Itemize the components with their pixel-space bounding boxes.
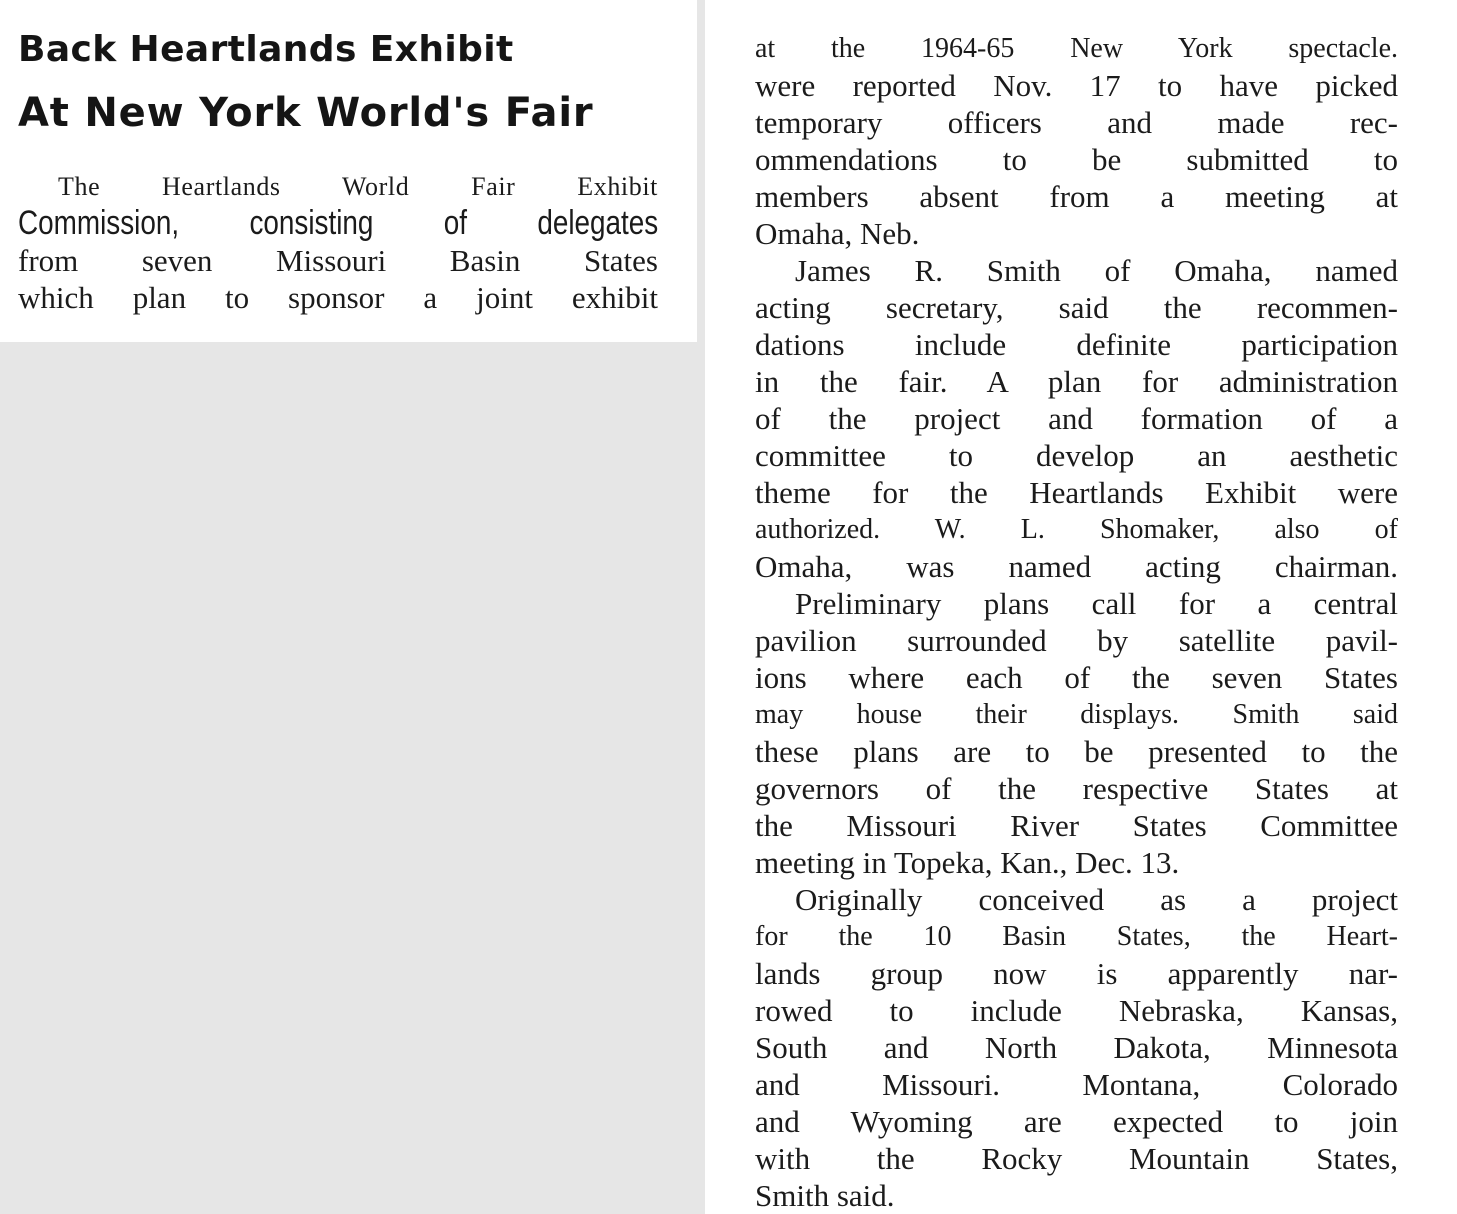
clipping-right-column xyxy=(705,0,1457,1214)
text-line: rowed to include Nebraska, Kansas, xyxy=(755,993,1398,1028)
text-line: the Missouri River States Committee xyxy=(755,808,1398,843)
text-line: committee to develop an aesthetic xyxy=(755,438,1398,473)
text-line: governors of the respective States at xyxy=(755,771,1398,806)
text-line: Smith said. xyxy=(755,1178,895,1213)
text-line: at the 1964-65 New York spectacle. xyxy=(755,33,1398,64)
text-line: in the fair. A plan for administration xyxy=(755,364,1398,399)
text-line: lands group now is apparently nar- xyxy=(755,956,1398,991)
headline xyxy=(18,28,678,140)
text-line: theme for the Heartlands Exhibit were xyxy=(755,475,1398,510)
text-line: and Missouri. Montana, Colorado xyxy=(755,1067,1398,1102)
text-line: with the Rocky Mountain States, xyxy=(755,1141,1398,1176)
text-line: The Heartlands World Fair Exhibit xyxy=(58,172,658,201)
text-line: ions where each of the seven States xyxy=(755,660,1398,695)
text-line: acting secretary, said the recommen- xyxy=(755,290,1398,325)
text-line: Omaha, Neb. xyxy=(755,216,920,251)
text-line: and Wyoming are expected to join xyxy=(755,1104,1398,1139)
text-line: pavilion surrounded by satellite pavil- xyxy=(755,623,1398,658)
text-line: were reported Nov. 17 to have picked xyxy=(755,68,1398,103)
headline-line-1: Back Heartlands Exhibit xyxy=(18,29,514,70)
article-body-left xyxy=(18,168,658,316)
text-line: from seven Missouri Basin States xyxy=(18,243,658,278)
text-line: authorized. W. L. Shomaker, also of xyxy=(755,514,1398,545)
text-line: temporary officers and made rec- xyxy=(755,105,1398,140)
text-line: Commission, consisting of delegates xyxy=(18,204,659,242)
headline-line-2: At New York World's Fair xyxy=(18,90,594,136)
clipping-left-column xyxy=(0,0,697,342)
text-line: ommendations to be submitted to xyxy=(755,142,1398,177)
text-line: which plan to sponsor a joint exhibit xyxy=(18,280,658,315)
text-line: these plans are to be presented to the xyxy=(755,734,1398,769)
text-line: members absent from a meeting at xyxy=(755,179,1398,214)
text-line: Omaha, was named acting chairman. xyxy=(755,549,1398,584)
text-line: dations include definite participation xyxy=(755,327,1398,362)
text-line: Originally conceived as a project xyxy=(795,882,1398,917)
text-line: for the 10 Basin States, the Heart- xyxy=(755,921,1398,952)
text-line: South and North Dakota, Minnesota xyxy=(755,1030,1398,1065)
text-line: James R. Smith of Omaha, named xyxy=(795,253,1398,288)
article-body-right xyxy=(755,30,1398,1214)
text-line: meeting in Topeka, Kan., Dec. 13. xyxy=(755,845,1180,880)
text-line: Preliminary plans call for a central xyxy=(795,586,1398,621)
text-line: of the project and formation of a xyxy=(755,401,1398,436)
text-line: may house their displays. Smith said xyxy=(755,699,1398,730)
